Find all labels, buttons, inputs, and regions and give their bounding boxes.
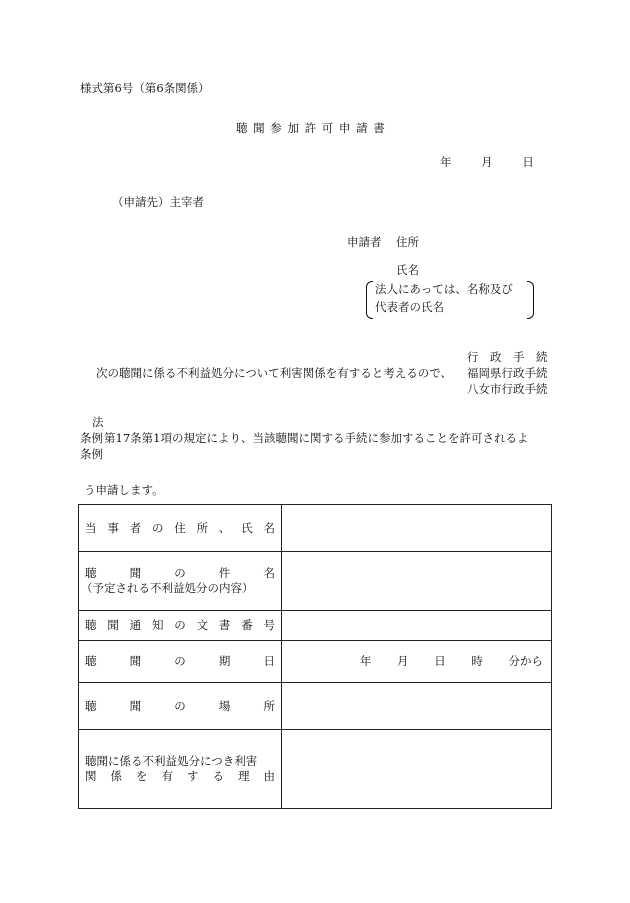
applicant-label: 申請者 <box>347 235 382 249</box>
corp-note-line1: 法人にあっては、名称及び <box>375 282 513 296</box>
applicant-name-label: 氏名 <box>396 263 419 277</box>
application-table <box>78 504 552 809</box>
hearing-date-label: 聴 聞 の 期 日 <box>79 641 282 683</box>
date-line <box>440 155 534 170</box>
kind-line: 第17条第1項の規定により、当該聴聞に関する手続に参加することを許可されるよ <box>104 431 529 445</box>
interest-reason-label: 聴聞に係る不利益処分につき利害 関 係 を 有 す る 理 由 <box>79 730 282 809</box>
party-address-name-cell[interactable] <box>282 505 552 552</box>
hearing-place-cell[interactable] <box>282 683 552 730</box>
table-row <box>79 611 552 641</box>
kind-option-3: 条例 <box>80 447 103 461</box>
table-row <box>79 730 552 809</box>
law-option-3: 八女市行政手続 <box>467 382 548 396</box>
date-month: 月 <box>481 155 493 169</box>
corp-note-bracket <box>366 281 534 319</box>
hearing-place-label: 聴 聞 の 場 所 <box>79 683 282 730</box>
kind-option-2: 条例 <box>80 431 103 445</box>
table-row <box>79 552 552 611</box>
table-row <box>79 641 552 683</box>
law-option-2: 福岡県行政手続 <box>467 366 548 380</box>
notice-document-number-label: 聴 聞 通 知 の 文 書 番 号 <box>79 611 282 641</box>
hearing-subject-cell[interactable] <box>282 552 552 611</box>
right-bracket-icon <box>527 281 534 319</box>
addressee: （申請先）主宰者 <box>112 195 204 209</box>
page-title: 聴 聞 参 加 許 可 申 請 書 <box>236 121 386 135</box>
applicant-address-label: 住所 <box>396 235 419 249</box>
hearing-subject-label: 聴 聞 の 件 名 （予定される不利益処分の内容） <box>79 552 282 611</box>
notice-document-number-cell[interactable] <box>282 611 552 641</box>
hearing-date-cell[interactable]: 年 月 日 時 分から <box>282 641 552 683</box>
closing-text: う申請します。 <box>84 483 164 497</box>
date-day: 日 <box>522 155 534 169</box>
date-year: 年 <box>440 155 452 169</box>
left-bracket-icon <box>366 281 373 319</box>
corp-note-line2: 代表者の氏名 <box>375 300 444 314</box>
interest-reason-cell[interactable] <box>282 730 552 809</box>
kind-option-1: 法 <box>92 415 104 429</box>
form-number: 様式第6号（第6条関係） <box>80 81 210 95</box>
table-row <box>79 683 552 730</box>
party-address-name-label: 当 事 者 の 住 所 、 氏 名 <box>79 505 282 552</box>
law-line: 次の聴聞に係る不利益処分について利害関係を有すると考えるので、 <box>96 366 453 380</box>
law-option-1: 行 政 手 続 <box>467 350 548 364</box>
interest-reason-label-line1: 聴聞に係る不利益処分につき利害 <box>85 754 258 769</box>
hearing-subject-sublabel: （予定される不利益処分の内容） <box>81 581 254 595</box>
table-row <box>79 505 552 552</box>
